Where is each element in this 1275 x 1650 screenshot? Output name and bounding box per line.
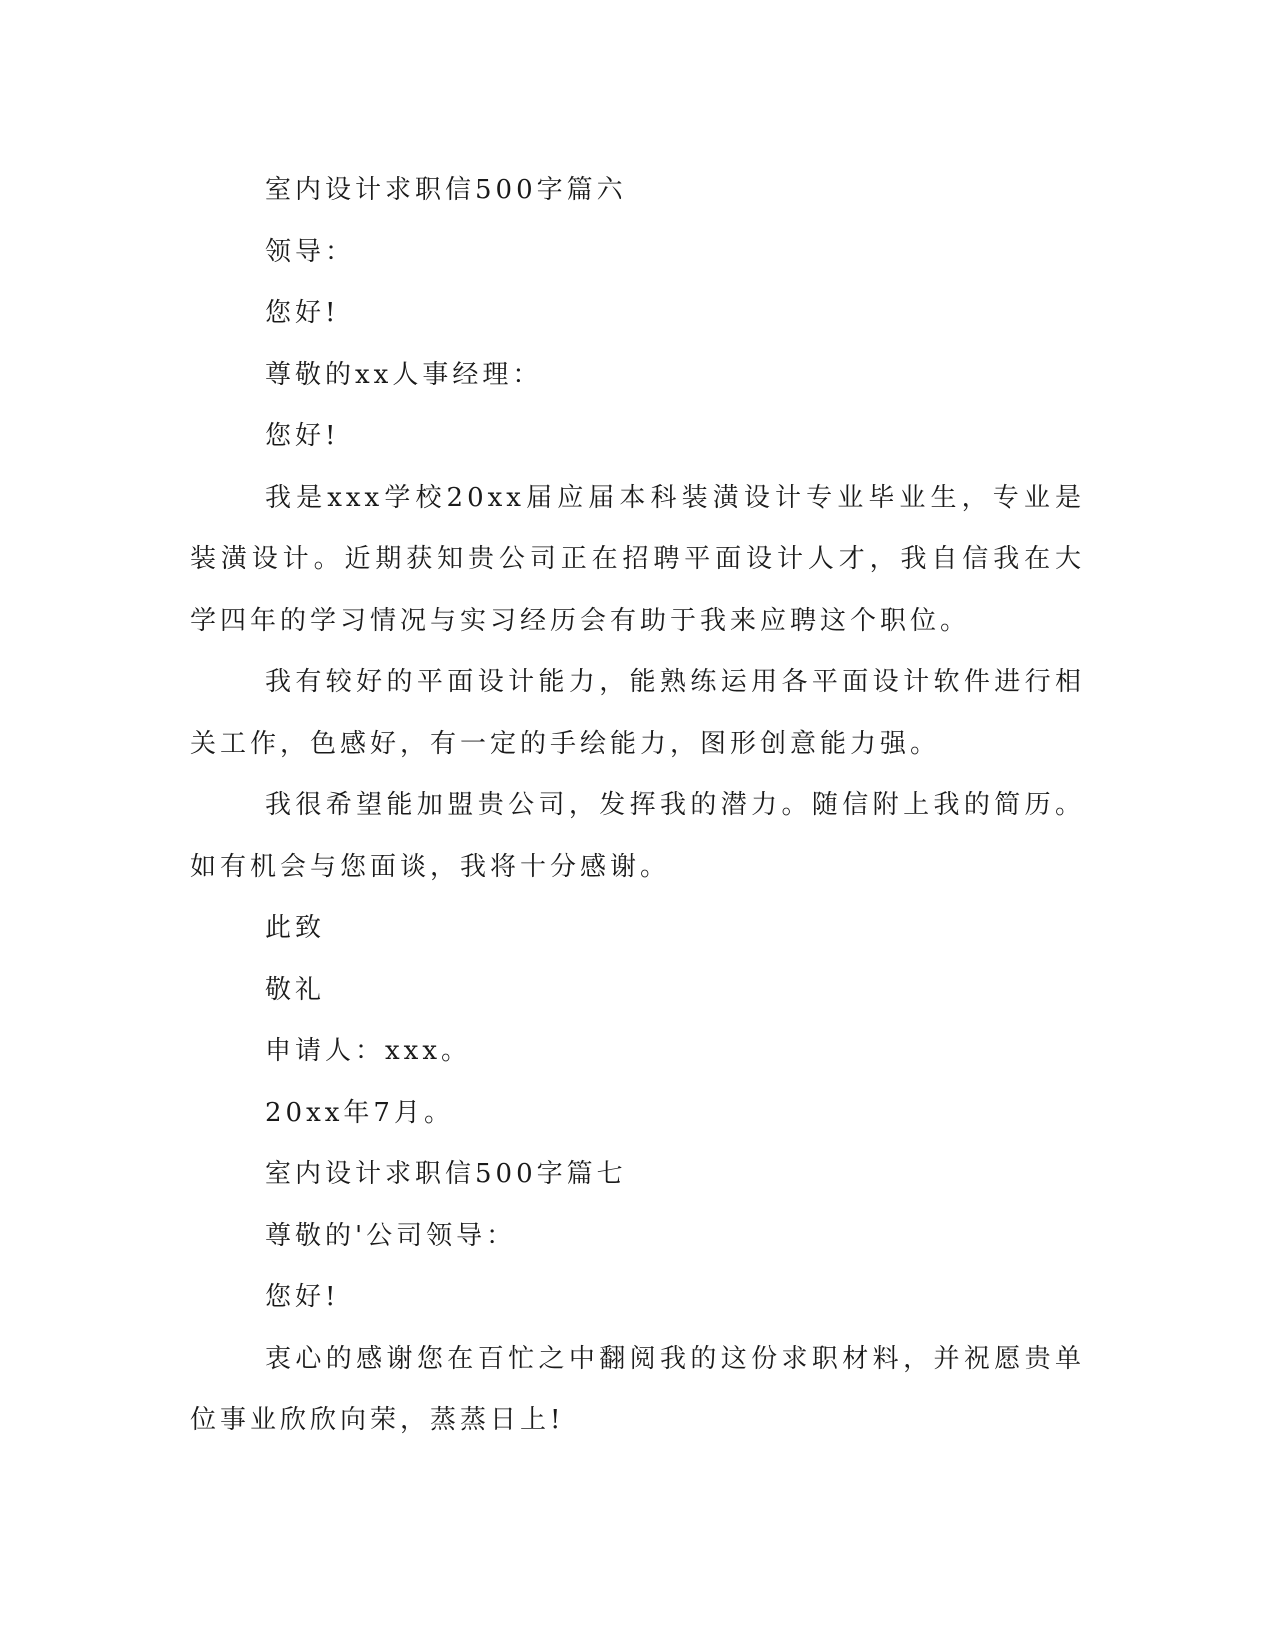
closing-phrase: 此致 xyxy=(265,913,326,943)
applicant-signature: 申请人：xxx。 xyxy=(265,1036,471,1066)
greeting: 您好! xyxy=(265,298,340,328)
salutation-hr-manager: 尊敬的xx人事经理： xyxy=(265,359,543,390)
letter-date: 20xx年7月。 xyxy=(265,1097,454,1128)
salutation-leader: 领导： xyxy=(265,236,356,267)
salutation-company-leader: 尊敬的'公司领导： xyxy=(265,1220,517,1251)
paragraph-thanks: 衷心的感谢您在百忙之中翻阅我的这份求职材料，并祝愿贵单位事业欣欣向荣，蒸蒸日上! xyxy=(190,1343,1085,1435)
closing-salute: 敬礼 xyxy=(265,974,326,1005)
section-heading-7: 室内设计求职信500字篇七 xyxy=(265,1159,627,1189)
greeting: 您好! xyxy=(265,1282,340,1312)
paragraph-hope: 我很希望能加盟贵公司，发挥我的潜力。随信附上我的简历。如有机会与您面谈，我将十分感谢。 xyxy=(190,790,1085,882)
paragraph-introduction: 我是xxx学校20xx届应届本科装潢设计专业毕业生，专业是装潢设计。近期获知贵公司正在招聘平面设计人才，我自信我在大学四年的学习情况与实习经历会有助于我来应聘这个职位。 xyxy=(190,482,1085,636)
greeting: 您好! xyxy=(265,421,340,451)
letter-body xyxy=(190,160,1085,1452)
paragraph-skills: 我有较好的平面设计能力，能熟练运用各平面设计软件进行相关工作，色感好，有一定的手绘能力，图形创意能力强。 xyxy=(190,667,1085,759)
section-heading-6: 室内设计求职信500字篇六 xyxy=(265,175,627,205)
